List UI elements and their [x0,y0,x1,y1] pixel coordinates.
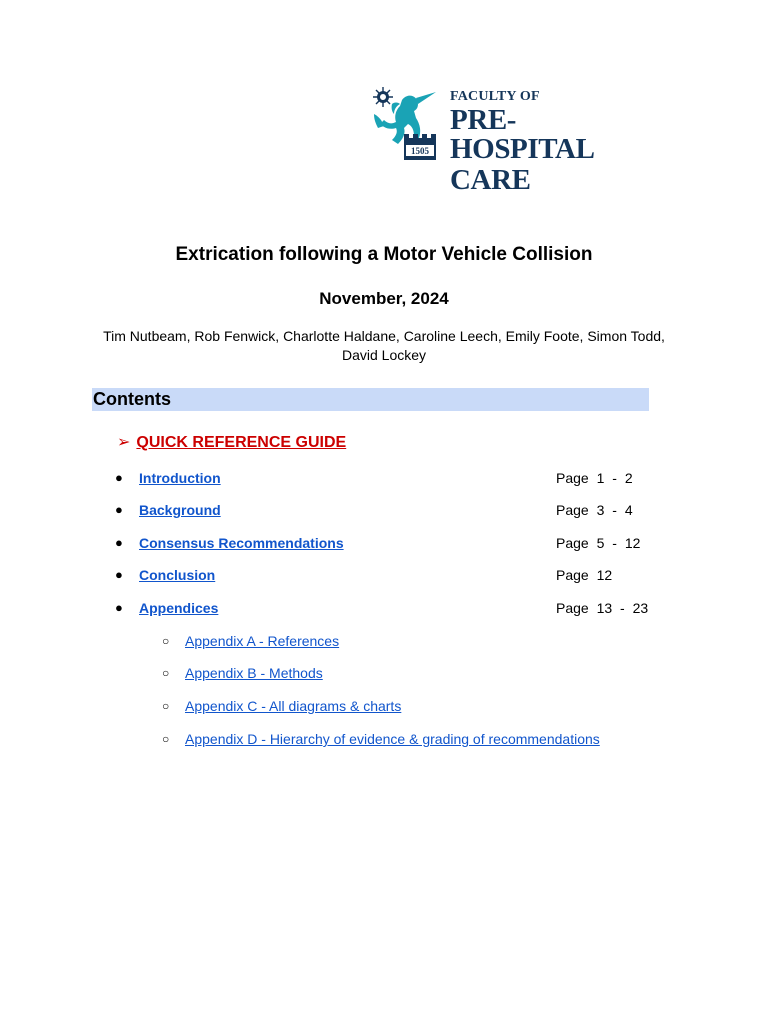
toc-link-appendix-c[interactable]: Appendix C - All diagrams & charts [185,698,402,714]
quick-reference-link[interactable]: QUICK REFERENCE GUIDE [136,434,347,451]
contents-heading: Contents [93,389,171,409]
toc-link-appendix-a[interactable]: Appendix A - References [185,633,340,649]
arrow-bullet-icon: ➢ [117,434,131,451]
logo-wordmark [450,90,654,195]
toc-link-conclusion[interactable]: Conclusion [139,567,216,583]
toc-link-consensus-recommendations[interactable]: Consensus Recommendations [139,535,344,551]
toc-page-conclusion: Page 12 [556,567,613,583]
bullet-icon: ● [115,567,123,582]
bullet-icon: ● [115,600,123,615]
logo-line-1: FACULTY OF [450,89,540,104]
circle-bullet-icon: ○ [162,732,170,746]
toc-link-appendix-d[interactable]: Appendix D - Hierarchy of evidence & grading of recommendations [185,731,600,747]
document-title: Extrication following a Motor Vehicle Collision [175,244,593,265]
toc-page-introduction: Page 1 - 2 [556,470,633,486]
contents-heading-bar [92,388,649,411]
document-authors: Tim Nutbeam, Rob Fenwick, Charlotte Haldane, Caroline Leech, Emily Foote, Simon Todd, David Lockey [103,328,665,363]
bullet-icon: ● [115,502,123,517]
circle-bullet-icon: ○ [162,634,170,648]
quick-reference-entry [117,432,346,452]
bullet-icon: ● [115,535,123,550]
toc-link-background[interactable]: Background [139,502,221,518]
bullet-icon: ● [115,470,123,485]
toc-link-appendix-b[interactable]: Appendix B - Methods [185,665,323,681]
circle-bullet-icon: ○ [162,699,170,713]
logo-line-3: CARE [450,164,531,196]
toc-link-appendices[interactable]: Appendices [139,600,219,616]
toc-link-introduction[interactable]: Introduction [139,470,221,486]
toc-page-appendices: Page 13 - 23 [556,600,649,616]
toc-page-background: Page 3 - 4 [556,502,633,518]
unicorn-crest-icon [372,84,442,164]
faculty-logo [372,84,654,196]
toc-page-consensus-recommendations: Page 5 - 12 [556,535,641,551]
logo-year: 1505 [411,146,429,156]
circle-bullet-icon: ○ [162,666,170,680]
document-date: November, 2024 [319,289,449,308]
logo-line-2: PRE-HOSPITAL [450,104,595,165]
